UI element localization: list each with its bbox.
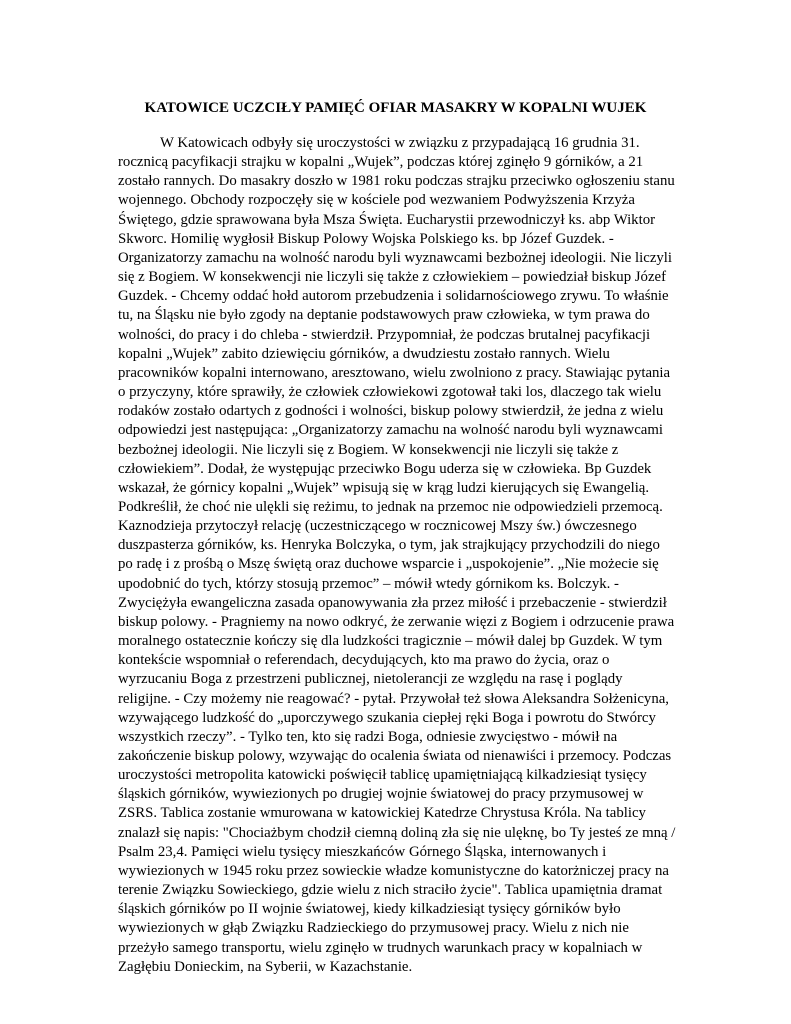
article-line: wszystkich rzeczy”. - Tylko ten, kto się radzi Boga, odniesie zwycięstwo - mówił na	[118, 728, 618, 745]
article-line: W Katowicach odbyły się uroczystości w związku z przypadającą 16 grudnia 31.	[160, 135, 640, 151]
article-line: Guzdek. - Chcemy oddać hołd autorom przebudzenia i solidarnościowego zrywu. To właśnie	[118, 288, 669, 305]
article-line: po radę i z prośbą o Mszę świętą oraz duchowe wsparcie i „uspokojenie”. „Nie możecie się	[118, 556, 659, 573]
article-line: zostało rannych. Do masakry doszło w 1981 roku podczas strajku przeciwko ogłoszeniu stanu	[118, 173, 675, 190]
article-line: ZSRS. Tablica zostanie wmurowana w katowickiej Katedrze Chrystusa Króla. Na tablicy	[118, 805, 646, 822]
article-line: wyrzucaniu Boga z przestrzeni publicznej, nietolerancji ze względu na rasę i poglądy	[118, 671, 623, 688]
article-title: KATOWICE UCZCIŁY PAMIĘĆ OFIAR MASAKRY W KOPALNI WUJEK	[144, 100, 647, 116]
article-line: się z Bogiem. W konsekwencji nie liczyli się także z człowiekiem – powiedział biskup Józef	[118, 269, 667, 286]
article-line: śląskich górników po II wojnie światowej, kiedy kilkadziesiąt tysięcy górników było	[118, 901, 621, 918]
article-line: Świętego, gdzie sprawowana była Msza Święta. Eucharystii przewodniczył ks. abp Wiktor	[118, 211, 656, 228]
article-body	[118, 134, 678, 977]
article-line: kontekście wspomniał o referendach, decydujących, kto ma prawo do życia, oraz o	[118, 652, 610, 669]
article-line: zakończenie biskup polowy, wzywając do ocalenia świata od nienawiści i przemocy. Podczas	[118, 748, 672, 764]
article-line: uroczystości metropolita katowicki poświęcił tablicę upamiętniającą kilkadziesiąt tysięcy	[118, 767, 647, 784]
article-line: wskazał, że górnicy kopalni „Wujek” wpisują się w krąg ludzi kierujących się Ewangelią.	[118, 479, 650, 496]
article-line: rodaków zostało odartych z godności i wolności, biskup polowy stwierdził, że jedna z wielu	[118, 403, 664, 420]
article-line: wolności, do pracy i do chleba - stwierdził. Przypomniał, że podczas brutalnej pacyfikacji	[118, 326, 651, 343]
article-line: upodobnić do tych, którzy stosują przemoc” – mówił wtedy górnikom ks. Bolczyk. -	[118, 575, 619, 592]
article-line: moralnego ostatecznie kończy się dla ludzkości tragicznie – mówił dalej bp Guzdek. W tym	[118, 633, 663, 650]
article-line: religijne. - Czy możemy nie reagować? - pytał. Przywołał też słowa Aleksandra Sołżenicyna,	[118, 690, 669, 707]
article-line: biskup polowy. - Pragniemy na nowo odkryć, że zerwanie więzi z Bogiem i odrzucenie prawa	[118, 613, 675, 630]
article-line: Skworc. Homilię wygłosił Biskup Polowy Wojska Polskiego ks. bp Józef Guzdek. -	[118, 230, 614, 247]
article-line: terenie Związku Sowieckiego, gdzie wielu z nich straciło życie". Tablica upamiętnia dramat	[118, 882, 663, 899]
article-line: rocznicą pacyfikacji strajku w kopalni „Wujek”, podczas której zginęło 9 górników, a 21	[118, 154, 644, 171]
article-line: Kaznodzieja przytoczył relację (uczestniczącego w rocznicowej Mszy św.) ówczesnego	[118, 518, 637, 535]
article-line: Podkreślił, że choć nie ulękli się reżimu, to jednak na przemoc nie odpowiedzieli przemocą.	[118, 498, 663, 515]
article-line: znalazł się napis: "Chociażbym chodził ciemną doliną zła się nie ulęknę, bo Ty jesteś ze mną /	[118, 824, 676, 841]
article-line: śląskich górników, wywiezionych po drugiej wojnie światowej do pracy przymusowej w	[118, 786, 644, 803]
article-line: tu, na Śląsku nie było zgody na deptanie podstawowych praw człowieka, w tym prawa do	[118, 307, 650, 324]
article-line: o przyczyny, które sprawiły, że człowiek człowiekowi zgotował taki los, dlaczego tak wielu	[118, 384, 662, 401]
article-line: odpowiedzi jest następująca: „Organizatorzy zamachu na wolność narodu byli wyznawcami	[118, 422, 663, 439]
article-line: Psalm 23,4. Pamięci wielu tysięcy mieszkańców Górnego Śląska, internowanych i	[118, 843, 607, 860]
article-line: Zwyciężyła ewangeliczna zasada opanowywania zła przez miłość i przebaczenie - stwierdził	[118, 594, 667, 611]
article-line: duszpasterza górników, ks. Henryka Bolczyka, o tym, jak strajkujący przychodzili do niego	[118, 537, 660, 554]
article-line: Zagłębiu Donieckim, na Syberii, w Kazachstanie.	[118, 958, 413, 975]
article-line: wojennego. Obchody rozpoczęły się w kościele pod wezwaniem Podwyższenia Krzyża	[118, 192, 635, 209]
article-line: wzywającego ludzkość do „uporczywego szukania ciepłej ręki Boga i powrotu do Stwórcy	[118, 709, 656, 726]
article-line: wywiezionych w głąb Związku Radzieckiego do przymusowej pracy. Wielu z nich nie	[118, 920, 629, 937]
article-line: wywiezionych w 1945 roku przez sowieckie władze komunistyczne do katorżniczej pracy na	[118, 862, 669, 879]
article-line: Organizatorzy zamachu na wolność narodu byli wyznawcami bezbożnej ideologii. Nie liczyli	[118, 249, 673, 266]
article-line: bezbożnej ideologii. Nie liczyli się z Bogiem. W konsekwencji nie liczyli się także z	[118, 441, 619, 458]
article-line: kopalni „Wujek” zabito dziewięciu górników, a dwudziestu zostało rannych. Wielu	[118, 345, 610, 362]
article-line: człowiekiem”. Dodał, że występując przeciwko Bogu uderza się w człowieka. Bp Guzdek	[118, 460, 652, 477]
article-line: przeżyło samego transportu, wielu zginęło w trudnych warunkach pracy w kopalniach w	[118, 939, 643, 956]
article-line: pracowników kopalni internowano, aresztowano, wielu zwolniono z pracy. Stawiając pytania	[118, 364, 671, 381]
